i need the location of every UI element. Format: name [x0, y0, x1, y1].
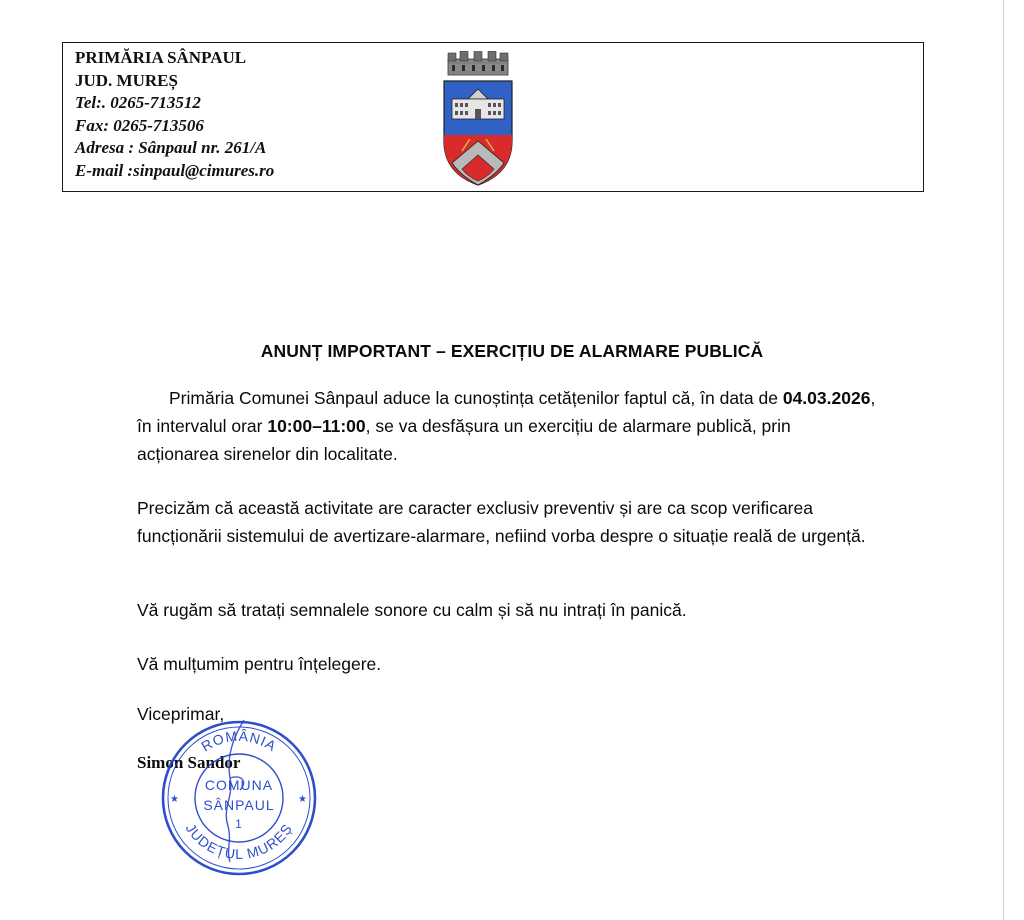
- signer-name: Simon Sandor: [137, 753, 241, 772]
- institution-name: PRIMĂRIA SÂNPAUL: [75, 48, 247, 67]
- notice-paragraph-1: [137, 384, 877, 468]
- phone-number: Tel:. 0265-713512: [75, 93, 201, 112]
- stamp-number: 1: [235, 817, 243, 831]
- stamp-top-text: ROMÂNIA: [198, 727, 280, 755]
- signer-role: Viceprimar,: [137, 704, 225, 724]
- stamp-star-left-icon: ★: [170, 794, 179, 805]
- exercise-date: 04.03.2026: [782, 388, 871, 408]
- stamp-center-line-1: COMUNA: [204, 777, 274, 793]
- postal-address: Adresa : Sânpaul nr. 261/A: [75, 138, 267, 157]
- stamp-star-right-icon: ★: [298, 794, 307, 805]
- paragraph-1-text-a: Primăria Comunei Sânpaul aduce la cunoștința cetățenilor faptul că, în data de: [169, 388, 783, 408]
- notice-paragraph-2: Precizăm că această activitate are caracter exclusiv preventiv și are ca scop verificarea funcționării sistemului de avertizare-alarmare, nefiind vorba despre o situație reală de urgență.: [137, 498, 866, 546]
- notice-title: ANUNȚ IMPORTANT – EXERCIȚIU DE ALARMARE PUBLICĂ: [260, 341, 764, 361]
- paragraph-1-text-c: , se va desfășura un exercițiu de alarmare publică, prin acționarea sirenelor din localitate.: [137, 416, 791, 464]
- official-stamp: [156, 716, 322, 876]
- county-name: JUD. MUREȘ: [75, 70, 178, 90]
- email-address: E-mail :sinpaul@cimures.ro: [75, 160, 275, 180]
- notice-paragraph-4: Vă mulțumim pentru înțelegere.: [137, 654, 382, 674]
- fax-number: Fax: 0265-713506: [75, 115, 204, 135]
- letterhead-contact: [75, 47, 274, 182]
- stamp-center-line-2: SÂNPAUL: [203, 797, 275, 813]
- paragraph-1-text-b: , în intervalul orar: [137, 388, 876, 436]
- page-edge-line: [1003, 0, 1004, 920]
- coat-of-arms-icon: [438, 51, 518, 189]
- exercise-time-interval: 10:00–11:00: [267, 416, 366, 436]
- stamp-bottom-text: JUDEȚUL MUREȘ: [182, 820, 296, 863]
- notice-paragraph-3: Vă rugăm să tratați semnalele sonore cu calm și să nu intrați în panică.: [137, 600, 687, 620]
- letterhead-box: [62, 42, 924, 192]
